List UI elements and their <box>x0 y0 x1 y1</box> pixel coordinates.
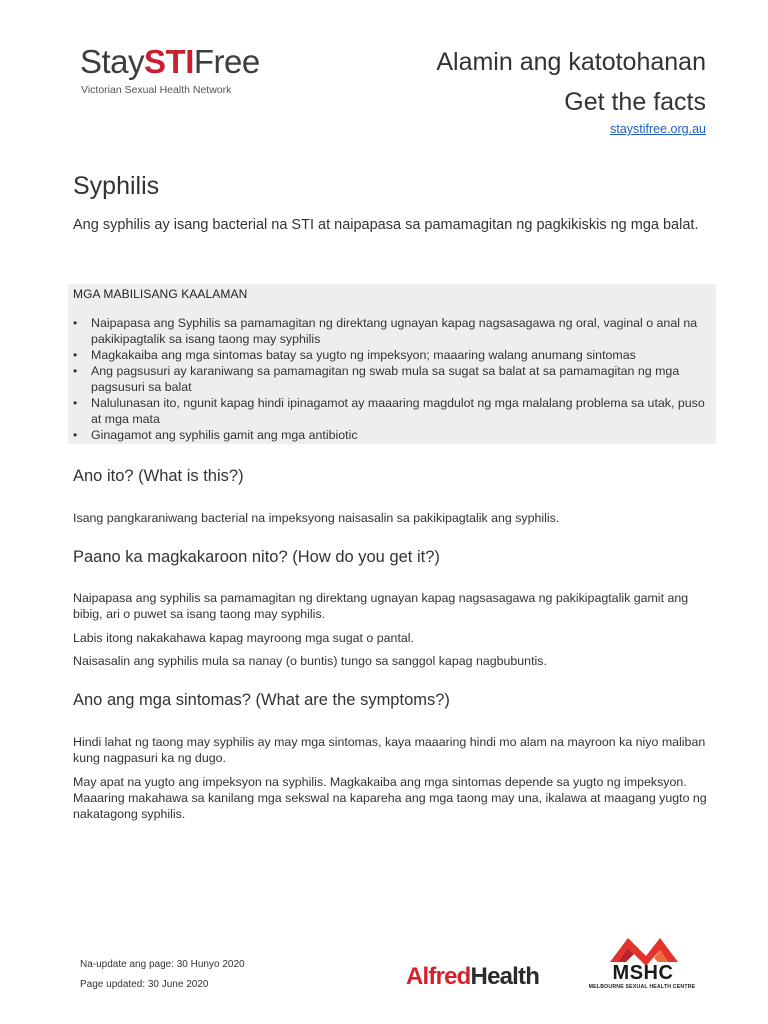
mshc-logo-text: MSHC <box>612 962 674 984</box>
section-paragraph: May apat na yugto ang impeksyon na syphilis. Magkakaiba ang mga sintomas depende sa yugto ng impeksyon. Maaaring makahawa sa kanilang mga sekswal na kapareha ang mga taong may una, ikalawa at maagang yugto ng nakatagong syphilis. <box>73 775 707 821</box>
tagline-tagalog: Alamin ang katotohanan <box>436 48 706 76</box>
logo-suffix: Free <box>193 43 260 80</box>
section-heading-symptoms: Ano ang mga sintomas? (What are the symptoms?) <box>73 691 450 709</box>
bullet-icon: • <box>73 396 78 410</box>
quick-fact-item: • Ginagamot ang syphilis gamit ang mga antibiotic <box>73 428 358 442</box>
quick-facts-list <box>68 315 716 443</box>
bullet-icon: • <box>73 316 78 330</box>
section-paragraph: Isang pangkaraniwang bacterial na impeksyong naisasalin sa pakikipagtalik ang syphilis. <box>73 511 560 525</box>
page-title: Syphilis <box>73 172 160 200</box>
bullet-icon: • <box>73 348 78 362</box>
alfred-logo-part2: Health <box>470 963 540 990</box>
section-paragraph: Naipapasa ang syphilis sa pamamagitan ng direktang ugnayan kapag nagsasagawa ng pakikipagtalik gamit ang bibig, ari o puwet sa isang taong may syphilis. <box>73 591 689 621</box>
quick-facts-box <box>68 284 716 444</box>
alfred-health-logo <box>406 963 539 991</box>
header-tagline <box>436 42 706 122</box>
logo-sti: STI <box>144 43 194 80</box>
bullet-icon: • <box>73 428 78 442</box>
section-paragraph: Naisasalin ang syphilis mula sa nanay (o buntis) tungo sa sanggol kapag nagbubuntis. <box>73 654 547 668</box>
bullet-icon: • <box>73 364 78 378</box>
quick-fact-item: • Naipapasa ang Syphilis sa pamamagitan ng direktang ugnayan kapag nagsasagawa ng oral, vaginal o anal na pakikipagtalik sa isang taong may syphilis <box>73 316 698 346</box>
updated-date-tagalog: Na-update ang page: 30 Hunyo 2020 <box>80 959 245 970</box>
section-paragraph: Labis itong nakakahawa kapag mayroong mga sugat o pantal. <box>73 631 414 645</box>
alfred-logo-part1: Alfred <box>406 963 471 990</box>
tagline-english: Get the facts <box>564 88 706 116</box>
staystifree-logo <box>80 42 260 82</box>
section-heading-how: Paano ka magkakaroon nito? (How do you get it?) <box>73 548 440 566</box>
website-link[interactable]: staystifree.org.au <box>610 122 706 136</box>
section-heading-what: Ano ito? (What is this?) <box>73 467 244 485</box>
section-paragraph: Hindi lahat ng taong may syphilis ay may mga sintomas, kaya maaaring hindi mo alam na mayroon ka niyo maliban kung nagpasuri ka ng dugo. <box>73 735 706 765</box>
quick-fact-item: • Ang pagsusuri ay karaniwang sa pamamagitan ng swab mula sa sugat sa balat at sa pamamagitan ng mga pagsusuri sa balat <box>73 364 680 394</box>
mshc-logo-subtitle: MELBOURNE SEXUAL HEALTH CENTRE <box>588 984 696 990</box>
updated-date-english: Page updated: 30 June 2020 <box>80 979 209 990</box>
quick-fact-item: • Nalulunasan ito, ngunit kapag hindi ipinagamot ay maaaring magdulot ng mga malalang problema sa utak, puso at mga mata <box>73 396 705 426</box>
quick-fact-item: • Magkakaiba ang mga sintomas batay sa yugto ng impeksyon; maaaring walang anumang sintomas <box>73 348 636 362</box>
logo-subtitle: Victorian Sexual Health Network <box>81 84 232 96</box>
quick-facts-title: MGA MABILISANG KAALAMAN <box>73 287 248 301</box>
logo-prefix: Stay <box>80 43 145 80</box>
intro-paragraph: Ang syphilis ay isang bacterial na STI at naipapasa sa pamamagitan ng pagkikiskis ng mga balat. <box>73 217 699 233</box>
